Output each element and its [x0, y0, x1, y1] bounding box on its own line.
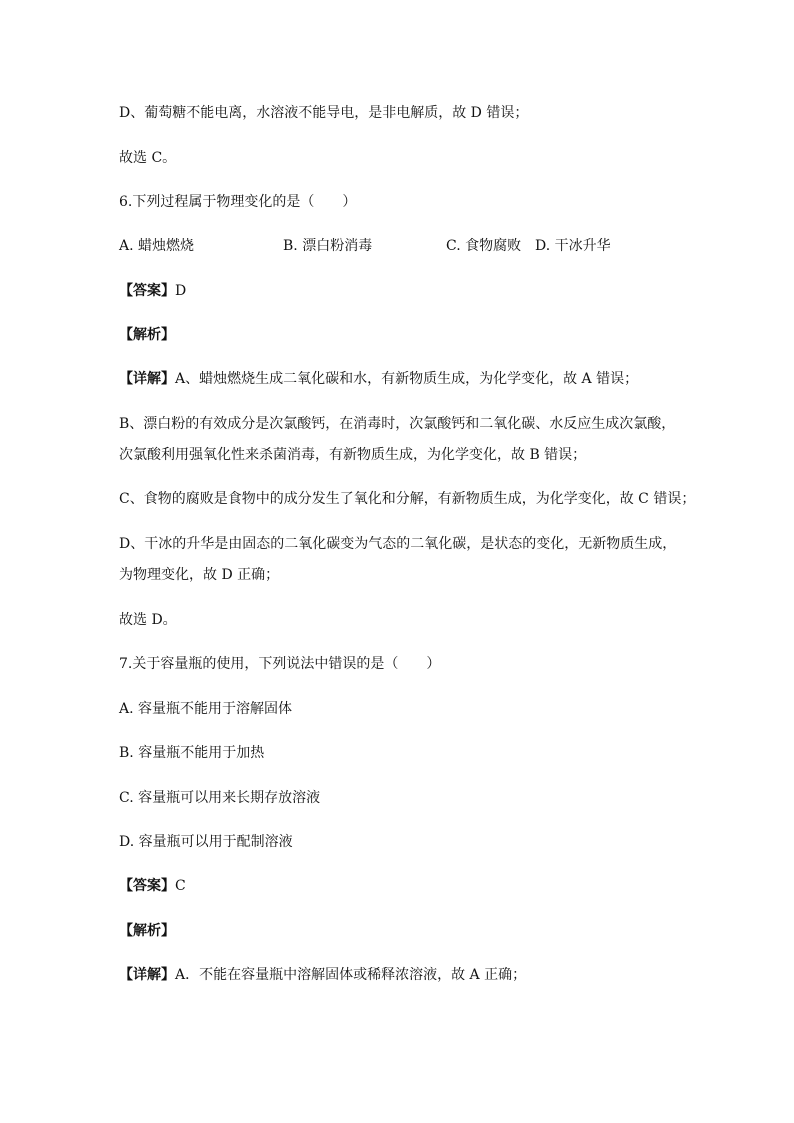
q6-conclusion: 故选 D。: [119, 612, 177, 628]
answer-value: D: [175, 283, 187, 299]
q7-detail-a: [119, 966, 526, 984]
q5-conclusion: 故选 C。: [119, 150, 177, 166]
detail-label: 【详解】: [119, 967, 175, 983]
q7-analysis-label: 【解析】: [119, 923, 175, 939]
answer-label: 【答案】: [119, 878, 175, 894]
q6-detail-d: D、干冰的升华是由固态的二氧化碳变为气态的二氧化碳，是状态的变化，无新物质生成，为物理变化，故 D 正确；: [119, 536, 677, 583]
q6-option-b: B. 漂白粉消毒: [283, 238, 373, 254]
q6-option-d: D. 干冰升华: [535, 238, 611, 254]
q7-option-a: A. 容量瓶不能用于溶解固体: [119, 701, 293, 717]
detail-label: 【详解】: [119, 371, 175, 387]
detail-a-text: A、蜡烛燃烧生成二氧化碳和水，有新物质生成，为化学变化，故 A 错误；: [175, 371, 639, 387]
q7-option-c: C. 容量瓶可以用来长期存放溶液: [119, 790, 321, 806]
q7-stem: 7.关于容量瓶的使用，下列说法中错误的是（ ）: [119, 656, 441, 672]
q6-option-a: A. 蜡烛燃烧: [119, 238, 195, 254]
q6-answer: [119, 282, 186, 300]
q6-detail-b: B、漂白粉的有效成分是次氯酸钙，在消毒时，次氯酸钙和二氧化碳、水反应生成次氯酸，次氯酸利用强氧化性来杀菌消毒，有新物质生成，为化学变化，故 B 错误；: [119, 416, 676, 463]
q6-analysis-label: 【解析】: [119, 327, 175, 343]
q6-option-c: C. 食物腐败: [446, 238, 522, 254]
q7-option-d: D. 容量瓶可以用于配制溶液: [119, 834, 293, 850]
answer-value: C: [175, 878, 186, 894]
q6-detail-a: [119, 370, 638, 388]
q7-answer: [119, 877, 186, 895]
q7-option-b: B. 容量瓶不能用于加热: [119, 745, 265, 761]
q6-stem: 6.下列过程属于物理变化的是（ ）: [119, 194, 357, 210]
answer-label: 【答案】: [119, 283, 175, 299]
detail-a-text: A．不能在容量瓶中溶解固体或稀释浓溶液，故 A 正确；: [175, 967, 527, 983]
q5-option-d-explanation: D、葡萄糖不能电离，水溶液不能导电，是非电解质，故 D 错误；: [119, 105, 529, 121]
q6-detail-c: C、食物的腐败是食物中的成分发生了氧化和分解，有新物质生成，为化学变化，故 C 错误；: [119, 491, 696, 507]
